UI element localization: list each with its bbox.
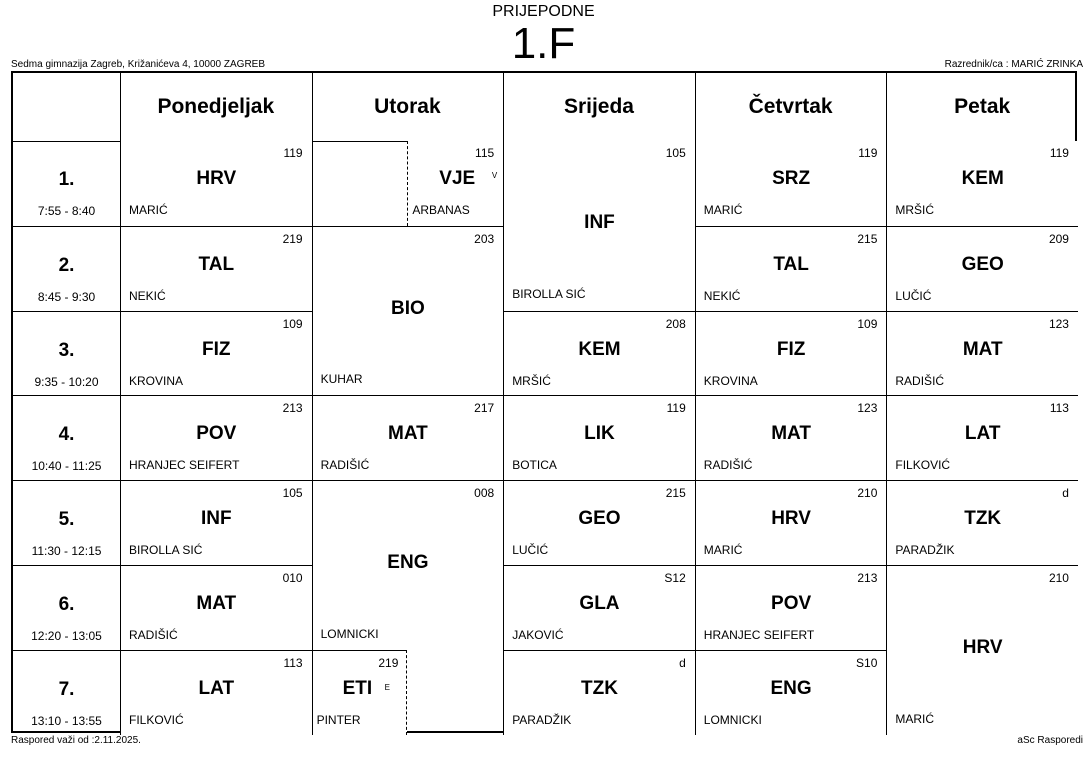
period-number: 6. [58, 594, 75, 615]
teacher-name: MRŠIĆ [512, 373, 551, 388]
room-number: 119 [666, 401, 686, 416]
teacher-name: RADIŠIĆ [703, 458, 753, 473]
lesson-cell[interactable] [503, 565, 695, 650]
period-time: 9:35 - 10:20 [34, 374, 99, 389]
room-number: 215 [665, 486, 686, 501]
teacher-name: FILKOVIĆ [129, 712, 184, 727]
day-header: Ponedjeljak [157, 95, 275, 118]
teacher-name: KROVINA [703, 373, 758, 388]
timetable-grid [11, 71, 1077, 733]
homeroom-teacher: Razrednik/ca : MARIĆ ZRINKA [944, 59, 1083, 70]
teacher-name: JAKOVIĆ [512, 628, 564, 642]
room-number: 010 [282, 571, 303, 585]
lesson-cell[interactable] [886, 226, 1078, 311]
room-number: 123 [1048, 316, 1069, 331]
subject-code: BIO [391, 297, 425, 319]
period-time: 11:30 - 12:15 [31, 544, 102, 559]
period-time: 12:20 - 13:05 [31, 629, 102, 643]
period-cell [13, 565, 120, 651]
period-number: 7. [58, 678, 75, 700]
room-number: 008 [474, 486, 495, 501]
teacher-name: FILKOVIĆ [895, 458, 951, 473]
subject-code: KEM [578, 338, 621, 360]
lesson-cell[interactable] [695, 226, 887, 311]
school-info: Sedma gimnazija Zagreb, Križanićeva 4, 10000 ZAGREB [11, 59, 266, 70]
room-number: 115 [475, 146, 495, 160]
period-cell [13, 650, 120, 736]
day-header: Utorak [374, 95, 441, 118]
room-number: 209 [1048, 231, 1069, 246]
subject-code: TZK [964, 508, 1002, 530]
room-number: 219 [282, 231, 303, 246]
day-header: Četvrtak [748, 95, 833, 118]
subject-code: MAT [388, 423, 428, 445]
teacher-name: LUČIĆ [895, 288, 932, 303]
teacher-name: ARBANAS [412, 203, 470, 217]
lesson-cell[interactable] [886, 311, 1078, 396]
lesson-cell[interactable] [312, 226, 504, 396]
lesson-cell[interactable] [886, 395, 1078, 480]
room-number: 208 [665, 316, 686, 331]
teacher-name: BOTICA [512, 458, 557, 473]
day-header: Petak [954, 95, 1011, 118]
subject-code: FIZ [202, 338, 231, 360]
lesson-cell[interactable] [695, 141, 887, 226]
subject-code: INF [200, 508, 232, 530]
room-number: 217 [474, 401, 495, 416]
software-credit: aSc Rasporedi [1017, 735, 1083, 746]
lesson-cell[interactable] [120, 226, 312, 311]
teacher-name: KUHAR [320, 372, 363, 387]
shift-label: PRIJEPODNE [492, 3, 595, 20]
teacher-name: MARIĆ [129, 203, 168, 217]
teacher-name: PARADŽIK [512, 712, 572, 727]
lesson-cell[interactable] [120, 395, 312, 480]
period-cell [13, 480, 120, 566]
teacher-name: BIROLLA SIĆ [129, 543, 203, 558]
lesson-cell[interactable] [695, 650, 887, 735]
subject-code: INF [584, 211, 615, 233]
room-number: 119 [283, 146, 303, 160]
teacher-name: LOMNICKI [703, 712, 762, 727]
subject-code: TZK [581, 677, 618, 699]
period-time: 7:55 - 8:40 [37, 204, 96, 218]
class-title: 1.F [511, 19, 576, 68]
subject-code: HRV [771, 508, 811, 530]
subject-code: HRV [962, 636, 1003, 658]
period-cell [13, 226, 120, 312]
room-number: 213 [282, 401, 303, 416]
lesson-cell[interactable] [312, 480, 504, 650]
subject-code: GLA [579, 593, 620, 614]
room-number: 113 [283, 655, 303, 670]
lesson-cell[interactable] [120, 650, 312, 735]
room-number: 203 [474, 231, 495, 246]
subject-code: TAL [773, 253, 809, 275]
day-header: Srijeda [563, 95, 634, 118]
subject-code: HRV [196, 168, 237, 189]
period-time: 13:10 - 13:55 [31, 713, 102, 728]
teacher-name: PINTER [316, 712, 361, 727]
subject-code: LAT [198, 677, 235, 699]
teacher-name: LUČIĆ [512, 543, 549, 558]
lesson-flag: E [384, 682, 390, 692]
lesson-cell[interactable] [120, 141, 312, 226]
lesson-cell[interactable] [695, 395, 887, 480]
subject-code: ETI [342, 677, 373, 699]
subject-code: POV [196, 423, 237, 445]
period-number: 5. [58, 509, 75, 531]
lesson-cell[interactable] [312, 395, 504, 480]
lesson-cell[interactable] [120, 311, 312, 396]
lesson-cell[interactable] [695, 480, 887, 565]
teacher-name: NEKIĆ [129, 288, 166, 303]
period-time: 8:45 - 9:30 [37, 289, 96, 304]
valid-from-note: Raspored važi od :2.11.2025. [11, 735, 141, 746]
lesson-flag: V [491, 171, 498, 180]
period-cell [13, 395, 120, 481]
room-number: S12 [664, 571, 686, 585]
subject-code: MAT [771, 423, 811, 445]
teacher-name: MARIĆ [895, 711, 935, 726]
teacher-name: PARADŽIK [895, 543, 955, 558]
period-cell [13, 141, 120, 226]
period-number: 3. [58, 339, 75, 361]
subject-code: GEO [578, 508, 621, 530]
lesson-cell[interactable] [503, 141, 695, 311]
subject-code: FIZ [776, 338, 806, 360]
subject-code: POV [771, 593, 812, 614]
lesson-cell[interactable] [503, 480, 695, 565]
lesson-cell[interactable] [407, 141, 503, 226]
teacher-name: MARIĆ [703, 203, 743, 217]
teacher-name: LOMNICKI [320, 626, 379, 641]
lesson-cell[interactable] [503, 650, 695, 735]
subject-code: KEM [961, 168, 1004, 189]
teacher-name: HRANJEC SEIFERT [703, 628, 815, 642]
room-number: 215 [857, 231, 878, 246]
subject-code: MAT [962, 338, 1003, 360]
room-number: 210 [857, 486, 878, 501]
room-number: d [1062, 486, 1069, 501]
period-time: 10:40 - 11:25 [31, 459, 102, 474]
teacher-name: RADIŠIĆ [320, 458, 370, 473]
subject-code: VJE [439, 168, 476, 189]
room-number: 219 [378, 655, 399, 670]
lesson-cell[interactable] [503, 311, 695, 396]
subject-code: MAT [196, 593, 237, 614]
subject-code: ENG [387, 551, 429, 573]
teacher-name: HRANJEC SEIFERT [129, 458, 240, 473]
room-number: 109 [857, 316, 878, 331]
lesson-cell[interactable] [503, 395, 695, 480]
subject-code: LIK [584, 423, 615, 445]
room-number: 123 [857, 401, 878, 416]
teacher-name: KROVINA [129, 373, 184, 388]
lesson-cell[interactable] [312, 650, 408, 735]
room-number: 213 [857, 571, 878, 585]
subject-code: LAT [964, 423, 1001, 445]
lesson-cell[interactable] [695, 311, 887, 396]
period-cell [13, 311, 120, 397]
subject-code: ENG [770, 677, 812, 699]
lesson-cell[interactable] [886, 565, 1078, 735]
teacher-name: MRŠIĆ [895, 203, 935, 217]
subject-code: TAL [198, 253, 235, 275]
period-number: 1. [58, 169, 75, 190]
lesson-cell[interactable] [695, 565, 887, 650]
room-number: 109 [282, 316, 303, 331]
lesson-cell[interactable] [120, 565, 312, 650]
period-number: 4. [58, 424, 75, 446]
teacher-name: NEKIĆ [703, 288, 741, 303]
teacher-name: RADIŠIĆ [895, 373, 945, 388]
lesson-cell[interactable] [886, 141, 1078, 226]
room-number: 210 [1048, 571, 1069, 585]
room-number: 119 [1049, 146, 1069, 160]
room-number: 113 [1049, 401, 1069, 416]
lesson-cell[interactable] [886, 480, 1078, 565]
period-number: 2. [58, 254, 75, 276]
teacher-name: MARIĆ [703, 543, 743, 558]
room-number: S10 [856, 655, 878, 670]
subject-code: GEO [961, 253, 1004, 275]
lesson-cell[interactable] [120, 480, 312, 565]
room-number: 105 [665, 146, 686, 160]
room-number: 119 [858, 146, 878, 160]
subject-code: SRZ [772, 168, 811, 189]
teacher-name: RADIŠIĆ [129, 628, 178, 642]
room-number: 105 [282, 486, 303, 501]
room-number: d [679, 655, 686, 670]
teacher-name: BIROLLA SIĆ [512, 286, 586, 301]
